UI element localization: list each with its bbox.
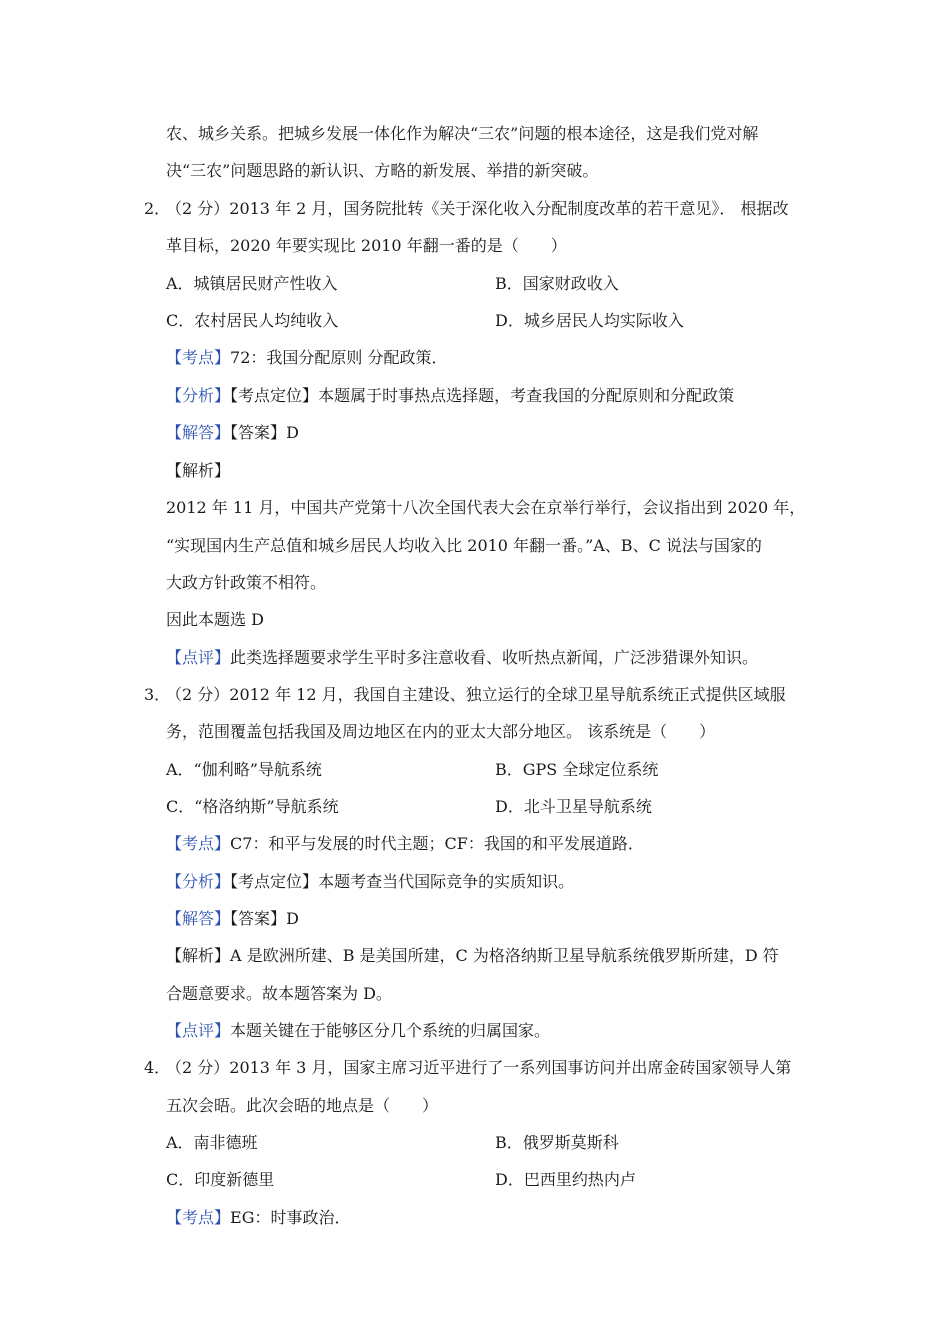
kaodian-tag: 【考点】 xyxy=(166,348,231,367)
question-2-option-b: B．国家财政收入 xyxy=(495,274,619,293)
question-3-dianping: 【点评】本题关键在于能够区分几个系统的归属国家。 xyxy=(166,1021,551,1040)
question-4-stem-2: 五次会晤。此次会晤的地点是（ ） xyxy=(166,1096,439,1115)
question-3-number: 3． xyxy=(144,685,171,704)
question-4-kaodian: 【考点】EG：时事政治． xyxy=(166,1208,351,1227)
jieda-tag: 【解答】 xyxy=(166,423,231,442)
question-2-jiexi-4: 因此本题选 D xyxy=(166,610,264,629)
question-2-kaodian: 【考点】72：我国分配原则 分配政策． xyxy=(166,348,448,367)
kaodian-tag: 【考点】 xyxy=(166,1208,231,1227)
question-3-jieda: 【解答】【答案】D xyxy=(166,909,299,928)
question-2-option-c: C．农村居民人均纯收入 xyxy=(166,311,339,330)
question-2-stem-2: 革目标，2020 年要实现比 2010 年翻一番的是（ ） xyxy=(166,236,567,255)
fenxi-tag: 【分析】 xyxy=(166,386,231,405)
question-2-jiexi-2: “实现国内生产总值和城乡居民人均收入比 2010 年翻一番。”A、B、C 说法与国家的 xyxy=(166,536,762,555)
fenxi-tag: 【分析】 xyxy=(166,872,231,891)
question-4-option-c: C．印度新德里 xyxy=(166,1170,275,1189)
question-3-jiexi-1: 【解析】A 是欧洲所建、B 是美国所建，C 为格洛纳斯卫星导航系统俄罗斯所建，D 符 xyxy=(166,946,779,965)
question-2-option-a: A．城镇居民财产性收入 xyxy=(166,274,338,293)
question-3-jiexi-2: 合题意要求。故本题答案为 D。 xyxy=(166,984,392,1003)
question-2-jiexi-3: 大政方针政策不相符。 xyxy=(166,573,327,592)
question-2-jiexi-1: 2012 年 11 月，中国共产党第十八次全国代表大会在京举行举行，会议指出到 2020 年， xyxy=(166,498,806,517)
question-2-option-d: D．城乡居民人均实际收入 xyxy=(495,311,684,330)
jieda-tag: 【解答】 xyxy=(166,909,231,928)
dianping-tag: 【点评】 xyxy=(166,1021,231,1040)
question-3-option-b: B．GPS 全球定位系统 xyxy=(495,760,659,779)
question-3-option-a: A．“伽利略”导航系统 xyxy=(166,760,322,779)
question-4-stem-1: （2 分）2013 年 3 月，国家主席习近平进行了一系列国事访问并出席金砖国家领导人第 xyxy=(166,1058,792,1077)
question-2-jieda: 【解答】【答案】D xyxy=(166,423,299,442)
kaodian-tag: 【考点】 xyxy=(166,834,231,853)
dianping-tag: 【点评】 xyxy=(166,648,231,667)
question-4-number: 4． xyxy=(144,1058,171,1077)
question-3-option-d: D．北斗卫星导航系统 xyxy=(495,797,652,816)
question-2-fenxi: 【分析】【考点定位】本题属于时事热点选择题，考查我国的分配原则和分配政策 xyxy=(166,386,735,405)
question-3-stem-1: （2 分）2012 年 12 月，我国自主建设、独立运行的全球卫星导航系统正式提供区域服 xyxy=(166,685,786,704)
question-4-option-d: D．巴西里约热内卢 xyxy=(495,1170,636,1189)
intro-line-1: 农、城乡关系。把城乡发展一体化作为解决“三农”问题的根本途径，这是我们党对解 xyxy=(166,124,759,143)
question-2-number: 2． xyxy=(144,199,171,218)
question-2-dianping: 【点评】此类选择题要求学生平时多注意收看、收听热点新闻，广泛涉猎课外知识。 xyxy=(166,648,759,667)
question-2-stem-1: （2 分）2013 年 2 月，国务院批转《关于深化收入分配制度改革的若干意见》． 根据改 xyxy=(166,199,789,218)
question-3-stem-2: 务，范围覆盖包括我国及周边地区在内的亚太大部分地区。 该系统是（ ） xyxy=(166,722,716,741)
intro-line-2: 决“三农”问题思路的新认识、方略的新发展、举措的新突破。 xyxy=(166,161,599,180)
question-2-jiexi-heading: 【解析】 xyxy=(166,461,231,480)
question-3-kaodian: 【考点】C7：和平与发展的时代主题；CF：我国的和平发展道路． xyxy=(166,834,644,853)
question-3-fenxi: 【分析】【考点定位】本题考查当代国际竞争的实质知识。 xyxy=(166,872,575,891)
question-3-option-c: C．“格洛纳斯”导航系统 xyxy=(166,797,339,816)
question-4-option-b: B．俄罗斯莫斯科 xyxy=(495,1133,619,1152)
question-4-option-a: A．南非德班 xyxy=(166,1133,258,1152)
